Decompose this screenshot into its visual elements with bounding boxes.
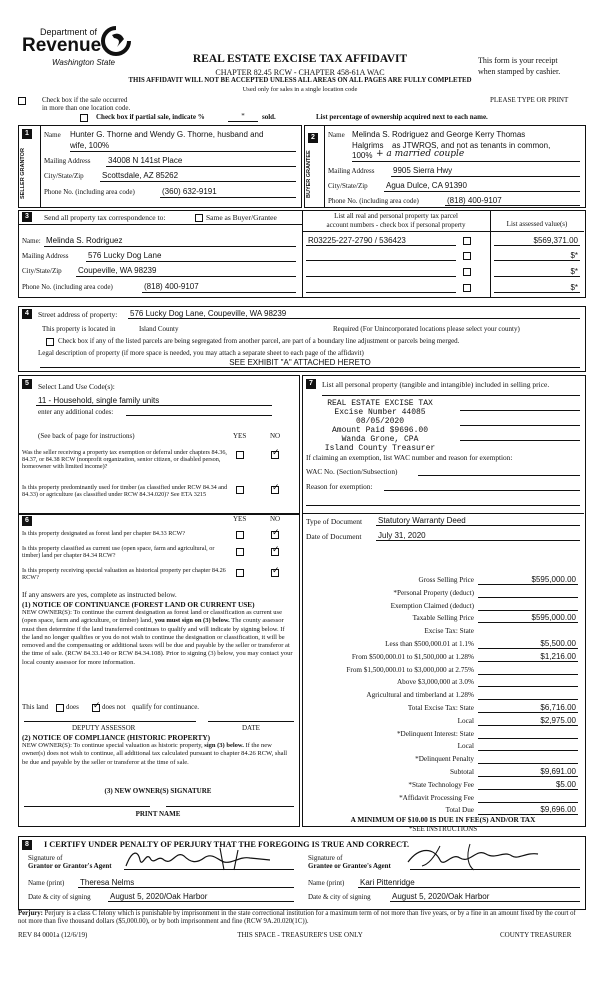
partial-sale-checkbox[interactable] bbox=[80, 114, 88, 122]
stamp-line: Wanda Grone, CPA bbox=[341, 435, 419, 444]
land-does-not-checkbox[interactable] bbox=[92, 704, 100, 712]
wac-number-label: WAC No. (Section/Subsection) bbox=[306, 467, 398, 476]
personal-property-checkbox[interactable] bbox=[463, 268, 471, 276]
tax-row-label: Exemption Claimed (deduct) bbox=[390, 602, 474, 610]
corr-name-value[interactable]: Melinda S. Rodriguez bbox=[46, 236, 123, 245]
seller-city-label: City/State/Zip bbox=[44, 172, 84, 180]
parcel-header-2: account numbers - check box if personal property bbox=[326, 221, 466, 229]
tax-row-label: *State Technology Fee bbox=[408, 781, 474, 789]
deputy-assessor-label: DEPUTY ASSESSOR bbox=[72, 724, 136, 732]
stamp-line: Amount Paid $9696.00 bbox=[331, 426, 428, 435]
tax-row-label: Total Due bbox=[445, 806, 474, 814]
buyer-handwritten-text: a married couple bbox=[386, 149, 465, 159]
perjury-text: Perjury is a class C felony which is punishable by imprisonment in the state correctional institution for a maximum term of not more than five years, or by a fine in an amount fixed by the court of not more than five thousand dollars ($5,000.00), or by both imprisonment and fine (RCW 9A.20.020(1C)). bbox=[18, 910, 576, 925]
land-use-label: Select Land Use Code(s): bbox=[38, 382, 115, 391]
see-instructions-note: *SEE INSTRUCTIONS bbox=[408, 825, 478, 833]
tax-row-value[interactable]: $5.00 bbox=[555, 780, 576, 789]
buyer-mailing-value[interactable]: 9905 Sierra Hwy bbox=[393, 166, 453, 175]
segregated-label: Check box if any of the listed parcels are being segregated from another parcel, are part of a boundary line adjustment or parcels being merged. bbox=[58, 337, 460, 345]
exemption-wac-label: If claiming an exemption, list WAC number and reason for exemption: bbox=[306, 453, 513, 462]
section6-no-header: NO bbox=[270, 515, 281, 523]
notice-continuance-body bbox=[22, 609, 294, 667]
additional-codes-label: enter any additional codes: bbox=[38, 408, 114, 416]
multi-location-checkbox[interactable] bbox=[18, 97, 26, 105]
parcel-value[interactable]: $569,371.00 bbox=[533, 236, 578, 245]
corr-phone-label: Phone No. (including area code) bbox=[22, 283, 113, 291]
tax-row-value[interactable]: $9,696.00 bbox=[540, 805, 576, 814]
notice-compliance-title: (2) NOTICE OF COMPLIANCE (HISTORIC PROPERTY) bbox=[22, 733, 211, 742]
timber-question: Is this property predominantly used for timber (as classified under RCW 84.34 and 84.33) or agriculture (as classified under RCW 84.34.020)? See ETA 3215 bbox=[22, 484, 228, 498]
street-value[interactable]: 576 Lucky Dog Lane, Coupeville, WA 98239 bbox=[130, 309, 287, 318]
land-use-yes-header: YES bbox=[233, 432, 247, 440]
timber-yes-checkbox[interactable] bbox=[236, 486, 244, 494]
notice1-text-a: NEW OWNER(S): To continue the current designation as forest land or classification as current use (open space, farm and agriculture, or timber) land, bbox=[22, 609, 282, 625]
seller-phone-value[interactable]: (360) 632-9191 bbox=[162, 187, 217, 196]
current-use-question: Is this property classified as current use (open space, farm and agricultural, or timber) land per chapter 84.34 RCW? bbox=[22, 545, 215, 559]
required-county-note: Required (For Unincorporated locations please select your county) bbox=[333, 325, 520, 333]
same-as-buyer-label: Same as Buyer/Grantee bbox=[206, 213, 277, 222]
seller-city-value[interactable]: Scottsdale, AZ 85262 bbox=[102, 171, 179, 180]
buyer-city-label: City/State/Zip bbox=[328, 182, 368, 190]
buyer-name-line2b[interactable]: as JTWROS, and not as tenants in common, bbox=[392, 141, 551, 150]
tax-row-label: Excise Tax: State bbox=[424, 627, 474, 635]
section-1-number: 1 bbox=[22, 129, 32, 139]
tax-row-value[interactable]: $2,975.00 bbox=[540, 716, 576, 725]
county-value[interactable]: Island County bbox=[139, 325, 179, 333]
form-chapter: CHAPTER 82.45 RCW - CHAPTER 458-61A WAC bbox=[215, 68, 385, 77]
current-use-yes-checkbox[interactable] bbox=[236, 548, 244, 556]
buyer-name-line3[interactable]: 100% bbox=[352, 151, 373, 160]
tax-row-label: *Delinquent Penalty bbox=[415, 755, 474, 763]
seller-name-line2[interactable]: wife, 100% bbox=[70, 141, 110, 150]
grantee-date-city[interactable]: August 5, 2020/Oak Harbor bbox=[392, 892, 490, 901]
grantor-signature[interactable] bbox=[120, 846, 280, 872]
this-land-label: This land bbox=[22, 703, 49, 711]
partial-sale-sold: sold. bbox=[262, 113, 276, 121]
tax-row-label: Local bbox=[457, 717, 474, 725]
corr-name-label: Name: bbox=[22, 237, 41, 245]
correspondence-label: Send all property tax correspondence to: bbox=[44, 213, 166, 222]
buyer-name-line1[interactable]: Melinda S. Rodriguez and George Kerry Thomas bbox=[352, 130, 526, 139]
minimum-fee-note: A MINIMUM OF $10.00 IS DUE IN FEE(S) AND/OR TAX bbox=[350, 815, 536, 824]
tax-row-value[interactable]: $595,000.00 bbox=[531, 575, 576, 584]
qualify-label: qualify for continuance. bbox=[132, 703, 200, 711]
county-treasurer-label: COUNTY TREASURER bbox=[500, 931, 572, 939]
stamp-line: 08/05/2020 bbox=[355, 417, 404, 426]
new-owner-signature-label: (3) NEW OWNER(S) SIGNATURE bbox=[104, 787, 212, 795]
dept-line3: Washington State bbox=[52, 58, 116, 67]
legal-description-value[interactable]: SEE EXHIBIT "A" ATTACHED HERETO bbox=[229, 358, 371, 367]
deputy-date-label: DATE bbox=[242, 724, 260, 732]
grantee-print-name[interactable]: Kari Pittenridge bbox=[360, 878, 415, 887]
timber-no-checkbox[interactable] bbox=[271, 486, 279, 494]
tax-row-label: *Affidavit Processing Fee bbox=[399, 794, 474, 802]
street-label: Street address of property: bbox=[38, 310, 118, 319]
tax-row-label: Above $3,000,000 at 3.0% bbox=[396, 678, 474, 686]
historic-yes-checkbox[interactable] bbox=[236, 569, 244, 577]
section-5-number: 5 bbox=[22, 379, 32, 389]
exemption-reason-label: Reason for exemption: bbox=[306, 482, 373, 491]
land-does-checkbox[interactable] bbox=[56, 704, 64, 712]
grantor-agent-label: Grantor or Grantor's Agent bbox=[28, 862, 112, 870]
section-6 bbox=[18, 513, 300, 827]
notice-continuance-title: (1) NOTICE OF CONTINUANCE (FOREST LAND OR CURRENT USE) bbox=[22, 600, 255, 609]
doc-type-value[interactable]: Statutory Warranty Deed bbox=[378, 516, 466, 525]
plus-mark-icon: + bbox=[376, 149, 384, 159]
grantor-date-label: Date & city of signing bbox=[28, 893, 91, 901]
grantee-agent-label: Grantee or Grantee's Agent bbox=[308, 862, 391, 870]
tax-row-label: Subtotal bbox=[450, 768, 474, 776]
parcel-header-1: List all real and personal property tax parcel bbox=[334, 212, 458, 220]
tax-row-label: Local bbox=[457, 742, 474, 750]
exemption-question: Was the seller receiving a property tax exemption or deferral under chapters 84.36, 84.37, or 84.38 RCW (nonprofit organization, senior citizen, or disabled person, homeowner with limited income)? bbox=[22, 449, 227, 470]
parcel-value[interactable]: $* bbox=[570, 267, 578, 276]
treasurer-stamp bbox=[300, 399, 460, 453]
ownership-note: List percentage of ownership acquired next to each name. bbox=[316, 113, 488, 121]
grantor-signature-label: Signature of bbox=[28, 854, 63, 862]
personal-property-label: List all personal property (tangible and intangible) included in selling price. bbox=[322, 380, 550, 389]
personal-property-checkbox[interactable] bbox=[463, 237, 471, 245]
perjury-notice bbox=[18, 910, 584, 926]
partial-sale-percent[interactable]: * bbox=[241, 112, 245, 120]
single-location-note: Used only for sales in a single location code bbox=[242, 86, 358, 93]
seller-phone-label: Phone No. (including area code) bbox=[44, 188, 135, 196]
county-label: This property is located in bbox=[42, 325, 116, 333]
legal-description-label: Legal description of property (if more space is needed, you may attach a separate sheet to each page of the affidavit) bbox=[38, 349, 364, 357]
forest-yes-checkbox[interactable] bbox=[236, 531, 244, 539]
does-label: does bbox=[66, 703, 79, 711]
section-4-number: 4 bbox=[22, 309, 32, 319]
partial-sale-label: Check box if partial sale, indicate % bbox=[96, 113, 205, 121]
seller-mailing-value[interactable]: 34008 N 141st Place bbox=[108, 156, 183, 165]
seller-name-label: Name bbox=[44, 131, 61, 139]
tax-row-value[interactable]: $5,500.00 bbox=[540, 639, 576, 648]
parcel-value[interactable]: $* bbox=[570, 283, 578, 292]
tax-row-label: *Personal Property (deduct) bbox=[393, 589, 474, 597]
perjury-label: Perjury: bbox=[18, 910, 43, 917]
current-use-no-checkbox[interactable] bbox=[271, 548, 279, 556]
tax-row-label: From $500,000.01 to $1,500,000 at 1.28% bbox=[351, 653, 474, 661]
historic-no-checkbox[interactable] bbox=[271, 569, 279, 577]
notice1-bold: you must sign on (3) below. bbox=[154, 617, 230, 625]
doc-type-label: Type of Document bbox=[306, 517, 363, 526]
grantor-name-label: Name (print) bbox=[28, 879, 65, 887]
notice-compliance-body bbox=[22, 742, 294, 767]
notice2-text-a: NEW OWNER(S): To continue special valuation as historic property, bbox=[22, 742, 203, 749]
stamp-line: REAL ESTATE EXCISE TAX bbox=[327, 399, 433, 408]
section-8-number: 8 bbox=[22, 840, 32, 850]
corr-phone-value[interactable]: (818) 400-9107 bbox=[144, 282, 199, 291]
tax-row-label: From $1,500,000.01 to $3,000,000 at 2.75% bbox=[346, 666, 474, 674]
personal-property-checkbox[interactable] bbox=[463, 252, 471, 260]
grantee-date-label: Date & city of signing bbox=[308, 893, 371, 901]
doc-date-label: Date of Document bbox=[306, 532, 362, 541]
receipt-note-2: when stamped by cashier. bbox=[478, 67, 561, 76]
corr-city-label: City/State/Zip bbox=[22, 267, 62, 275]
please-type-note: PLEASE TYPE OR PRINT bbox=[490, 96, 569, 104]
exemption-yes-checkbox[interactable] bbox=[236, 451, 244, 459]
print-name-label: PRINT NAME bbox=[135, 810, 181, 818]
doc-date-value[interactable]: July 31, 2020 bbox=[378, 531, 426, 540]
treasurer-use-note: THIS SPACE - TREASURER'S USE ONLY bbox=[237, 931, 363, 939]
historic-question: Is this property receiving special valuation as historical property per chapter 84.26 RCW? bbox=[22, 567, 226, 581]
personal-property-checkbox[interactable] bbox=[463, 284, 471, 292]
corr-mailing-value[interactable]: 576 Lucky Dog Lane bbox=[88, 251, 162, 260]
corr-city-value[interactable]: Coupeville, WA 98239 bbox=[78, 266, 157, 275]
grantor-print-name[interactable]: Theresa Nelms bbox=[80, 878, 135, 887]
land-use-code[interactable]: 11 - Household, single family units bbox=[38, 396, 160, 405]
tax-row-value[interactable]: $1,216.00 bbox=[540, 652, 576, 661]
buyer-handwritten-note bbox=[376, 149, 464, 159]
buyer-grantee-label: BUYER GRANTEE bbox=[306, 150, 312, 198]
stamp-line: Island County Treasurer bbox=[324, 444, 436, 453]
forest-no-checkbox[interactable] bbox=[271, 531, 279, 539]
buyer-name-line2[interactable]: Halgrims bbox=[352, 141, 384, 150]
parcel-value[interactable]: $* bbox=[570, 251, 578, 260]
multi-location-label-1: Check box if the sale occurred bbox=[42, 96, 128, 104]
notice2-text-b: If the new owner(s) does not wish to continue, all additional tax calculated pursuant to chapter 84.26 RCW, shall be due and payable by the seller or transferor at the time of sale. bbox=[22, 742, 288, 766]
tax-row-value[interactable]: $595,000.00 bbox=[531, 613, 576, 622]
tax-row-label: Less than $500,000.01 at 1.1% bbox=[385, 640, 474, 648]
buyer-mailing-label: Mailing Address bbox=[328, 167, 375, 175]
dept-line2: Revenue bbox=[22, 35, 102, 56]
certify-statement: I CERTIFY UNDER PENALTY OF PERJURY THAT THE FOREGOING IS TRUE AND CORRECT. bbox=[44, 840, 410, 849]
revenue-logo-icon bbox=[100, 25, 132, 59]
tax-row-value[interactable]: $6,716.00 bbox=[540, 703, 576, 712]
section-2-number: 2 bbox=[308, 133, 318, 143]
buyer-name-label: Name bbox=[328, 131, 345, 139]
dept-line1: Department of bbox=[40, 27, 98, 37]
seller-name-line1[interactable]: Hunter G. Thorne and Wendy G. Thorne, husband and bbox=[70, 130, 264, 139]
buyer-phone-value[interactable]: (818) 400-9107 bbox=[447, 196, 502, 205]
segregated-checkbox[interactable] bbox=[46, 338, 54, 346]
form-title: REAL ESTATE EXCISE TAX AFFIDAVIT bbox=[192, 53, 408, 65]
forest-land-question: Is this property designated as forest land per chapter 84.33 RCW? bbox=[22, 530, 186, 537]
corr-mailing-label: Mailing Address bbox=[22, 252, 69, 260]
multi-location-label-2: in more than one location code. bbox=[42, 104, 131, 112]
form-number: REV 84 0001a (12/6/19) bbox=[18, 931, 88, 939]
form-warning: THIS AFFIDAVIT WILL NOT BE ACCEPTED UNLESS ALL AREAS ON ALL PAGES ARE FULLY COMPLETED bbox=[128, 77, 472, 84]
section-7-number: 7 bbox=[306, 379, 316, 389]
grantee-name-label: Name (print) bbox=[308, 879, 345, 887]
buyer-phone-label: Phone No. (including area code) bbox=[328, 197, 419, 205]
parcel-account[interactable]: R03225-227-2790 / 536423 bbox=[308, 236, 406, 245]
grantee-signature-label: Signature of bbox=[308, 854, 343, 862]
seller-mailing-label: Mailing Address bbox=[44, 157, 91, 165]
buyer-city-value[interactable]: Agua Dulce, CA 91390 bbox=[386, 181, 467, 190]
section6-yes-header: YES bbox=[233, 515, 247, 523]
section-3-number: 3 bbox=[22, 212, 32, 222]
grantee-signature[interactable] bbox=[400, 842, 550, 872]
assessed-value-header: List assessed value(s) bbox=[506, 220, 568, 228]
tax-row-label: Gross Selling Price bbox=[418, 576, 474, 584]
land-use-no-header: NO bbox=[270, 432, 281, 440]
same-as-buyer-checkbox[interactable] bbox=[195, 214, 203, 222]
grantor-date-city[interactable]: August 5, 2020/Oak Harbor bbox=[110, 892, 208, 901]
notice1-text-b: The county assessor must then determine if the land transferred continues to qualify and will indicate by signing below. If the land no longer qualifies or you do not wish to continue the designation or classification, it will be removed and the compensating or additional taxes will be due and payable by the seller or transferor at the time of sale. (RCW 84.33.140 or RCW 84.34.108). Prior to signing (3) below, you may contact your local county assessor for more information. bbox=[22, 617, 293, 666]
receipt-note-1: This form is your receipt bbox=[478, 56, 558, 65]
tax-row-label: *Delinquent Interest: State bbox=[396, 730, 474, 738]
tax-row-value[interactable]: $9,691.00 bbox=[540, 767, 576, 776]
does-not-label: does not bbox=[102, 703, 126, 711]
tax-row-label: Agricultural and timberland at 1.28% bbox=[366, 691, 474, 699]
stamp-line: Excise Number 44085 bbox=[334, 408, 426, 417]
section-6-number: 6 bbox=[22, 516, 32, 526]
exemption-no-checkbox[interactable] bbox=[271, 451, 279, 459]
land-use-instructions: (See back of page for instructions) bbox=[38, 432, 135, 440]
tax-row-label: Total Excise Tax: State bbox=[407, 704, 474, 712]
seller-grantor-label: SELLER GRANTOR bbox=[20, 148, 26, 200]
any-yes-note: If any answers are yes, complete as instructed below. bbox=[22, 590, 177, 599]
tax-row-label: Taxable Selling Price bbox=[412, 614, 474, 622]
notice2-bold: sign (3) below. bbox=[204, 742, 244, 749]
